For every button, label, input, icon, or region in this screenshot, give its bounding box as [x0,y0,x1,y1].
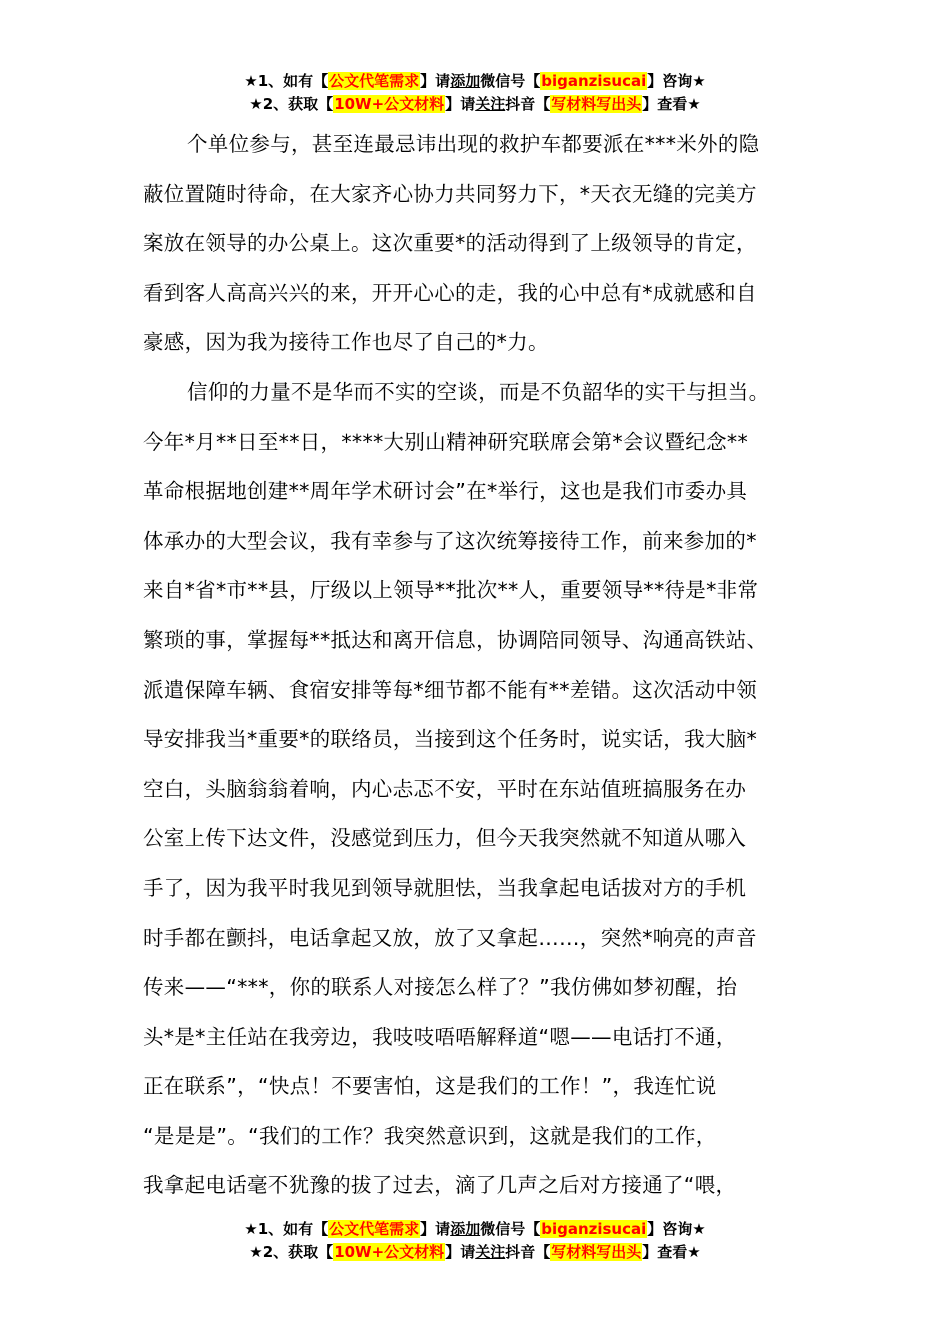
text-line: 导安排我当*重要*的联络员，当接到这个任务时，说实话，我大脑* [143,727,758,752]
text-line: 蔽位置随时待命，在大家齐心协力共同努力下，*天衣无缝的完美方 [143,181,757,206]
highlight-wechat-id: biganzisucai [541,1220,647,1238]
text-line: 正在联系”，“快点！不要害怕，这是我们的工作！”，我连忙说 [143,1074,717,1099]
footer-line-2: ★2、获取【10W+公文材料】请关注抖音【写材料写出头】查看★ [249,1243,701,1261]
text-line: 今年*月**日至**日，****大别山精神研究联席会第*会议暨纪念** [143,429,748,454]
header-line-2: ★2、获取【10W+公文材料】请关注抖音【写材料写出头】查看★ [249,95,701,113]
footer-banner [0,1218,950,1264]
text-line: 公室上传下达文件，没感觉到压力，但今天我突然就不知道从哪入 [143,826,747,851]
text-line: “是是是”。“我们的工作？我突然意识到，这就是我们的工作， [143,1123,717,1148]
text-line: 看到客人高高兴兴的来，开开心心的走，我的心中总有*成就感和自 [143,280,757,305]
highlight-douyin-account: 写材料写出头 [551,95,642,113]
highlight-materials: 10W+公文材料 [334,95,445,113]
text-line: 豪感，因为我为接待工作也尽了自己的*力。 [143,330,549,355]
highlight-wechat-id: biganzisucai [541,72,647,90]
text-line: 头*是*主任站在我旁边，我吱吱唔唔解释道“嗯——电话打不通， [143,1024,737,1049]
highlight-materials: 10W+公文材料 [334,1243,445,1261]
text-line: 空白，头脑翁翁着响，内心忐忑不安，平时在东站值班搞服务在办 [143,776,747,801]
text-line: 个单位参与，甚至连最忌讳出现的救护车都要派在***米外的隐 [187,132,760,156]
text-line: 体承办的大型会议，我有幸参与了这次统筹接待工作，前来参加的* [143,528,757,553]
text-line: 传来——“***，你的联系人对接怎么样了？”我仿佛如梦初醒，抬 [143,975,738,1000]
header-line-1: ★1、如有【公文代笔需求】请添加微信号【biganzisucai】咨询★ [244,72,706,90]
text-line: 案放在领导的办公桌上。这次重要*的活动得到了上级领导的肯定， [143,231,757,256]
document-body [143,120,823,1211]
text-line: 革命根据地创建**周年学术研讨会”在*举行，这也是我们市委办具 [143,479,748,504]
text-line: 信仰的力量不是华而不实的空谈，而是不负韶华的实干与担当。 [187,379,770,404]
highlight-douyin-account: 写材料写出头 [551,1243,642,1261]
text-line: 我拿起电话毫不犹豫的拔了过去，滴了几声之后对方接通了“喂， [143,1173,737,1198]
text-line: 时手都在颤抖，电话拿起又放，放了又拿起……，突然*响亮的声音 [143,925,757,950]
highlight-service: 公文代笔需求 [329,1220,420,1238]
text-line: 手了，因为我平时我见到领导就胆怯，当我拿起电话拔对方的手机 [143,875,747,900]
footer-line-1: ★1、如有【公文代笔需求】请添加微信号【biganzisucai】咨询★ [244,1220,706,1238]
highlight-service: 公文代笔需求 [329,72,420,90]
text-line: 派遣保障车辆、食宿安排等每*细节都不能有**差错。这次活动中领 [143,677,758,702]
text-line: 繁琐的事，掌握每**抵达和离开信息，协调陪同领导、沟通高铁站、 [143,627,768,652]
text-line: 来自*省*市**县，厅级以上领导**批次**人，重要领导**待是*非常 [143,578,759,603]
header-banner [0,70,950,116]
